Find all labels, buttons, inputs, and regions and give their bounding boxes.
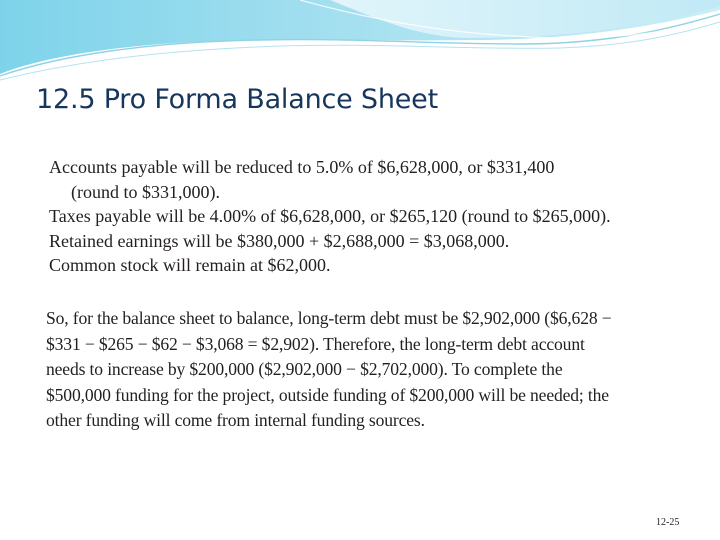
text-line: Taxes payable will be 4.00% of $6,628,000, or $265,120 (round to $265,000). [49, 206, 611, 227]
text-line: (round to $331,000). [71, 181, 220, 202]
text-block-2 [44, 306, 676, 433]
text-line: Retained earnings will be $380,000 + $2,688,000 = $3,068,000. [49, 230, 510, 251]
text-line: other funding will come from internal funding sources. [46, 410, 425, 431]
text-line: $331 − $265 − $62 − $3,068 = $2,902). Therefore, the long-term debt account [46, 333, 585, 354]
header-wave-decoration [0, 0, 720, 90]
slide-title: 12.5 Pro Forma Balance Sheet [36, 84, 438, 115]
page-number: 12-25 [656, 517, 680, 528]
text-line: Accounts payable will be reduced to 5.0% of $6,628,000, or $331,400 [49, 157, 555, 177]
text-line: needs to increase by $200,000 ($2,902,000 − $2,702,000). To complete the [46, 359, 563, 380]
text-line: $500,000 funding for the project, outside funding of $200,000 will be needed; the [46, 384, 609, 405]
text-line: Common stock will remain at $62,000. [49, 255, 331, 276]
text-block-1 [46, 155, 638, 275]
text-line: So, for the balance sheet to balance, long-term debt must be $2,902,000 ($6,628 − [46, 308, 612, 328]
